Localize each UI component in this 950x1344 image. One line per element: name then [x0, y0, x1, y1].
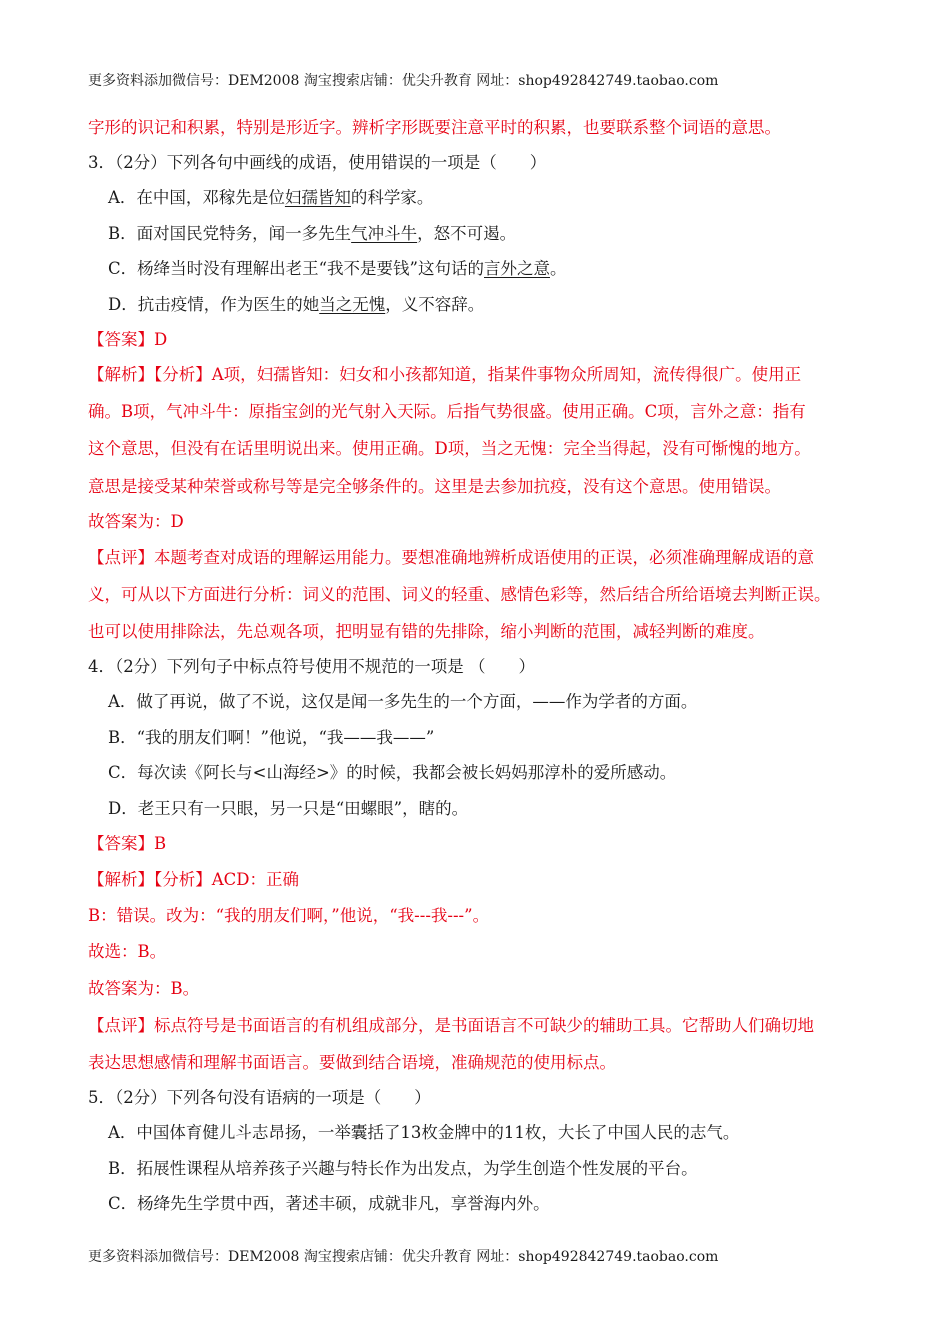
- q4-analysis-line: B：错误。改为：“我的朋友们啊，”他说，“我---我---”。: [88, 906, 490, 925]
- q3-analysis-line: 【解析】【分析】A项，妇孺皆知：妇女和小孩都知道，指某件事物众所周知，流传得很广。使用正: [88, 365, 802, 384]
- q3-option-d: D．抗击疫情，作为医生的她当之无愧，义不容辞。: [108, 295, 485, 314]
- q4-analysis-line: 故选：B。: [88, 942, 167, 961]
- q4-comment-line: 表达思想感情和理解书面语言。要做到结合语境，准确规范的使用标点。: [88, 1053, 616, 1072]
- q3-comment-line: 【点评】本题考查对成语的理解运用能力。要想准确地辨析成语使用的正误，必须准确理解成语的意: [88, 548, 814, 567]
- q3-final-answer: 故答案为：D: [88, 512, 184, 531]
- q5-stem: 5．（2分）下列各句没有语病的一项是（ ）: [88, 1088, 431, 1107]
- q4-analysis-line: 【解析】【分析】ACD：正确: [88, 870, 300, 889]
- prev-analysis-tail: 字形的识记和积累，特别是形近字。辨析字形既要注意平时的积累，也要联系整个词语的意思。: [88, 118, 781, 137]
- q4-option-c: C．每次读《阿长与<山海经>》的时候，我都会被长妈妈那淳朴的爱所感动。: [108, 763, 677, 782]
- q5-option-c: C．杨绛先生学贯中西，著述丰硕，成就非凡，享誉海内外。: [108, 1194, 550, 1213]
- q3-underlined-idiom: 妇孺皆知: [284, 188, 351, 207]
- q3-option-c: C．杨绛当时没有理解出老王“我不是要钱”这句话的言外之意。: [108, 259, 567, 278]
- q3-comment-line: 义，可从以下方面进行分析：词义的范围、词义的轻重、感情色彩等，然后结合所给语境去判断正误。: [88, 585, 831, 604]
- q5-option-a: A．中国体育健儿斗志昂扬，一举囊括了13枚金牌中的11枚，大长了中国人民的志气。: [108, 1123, 740, 1142]
- q4-option-d: D．老王只有一只眼，另一只是“田螺眼”，瞎的。: [108, 799, 469, 818]
- q4-answer: 【答案】B: [88, 834, 167, 853]
- q3-stem: 3．（2分）下列各句中画线的成语，使用错误的一项是（ ）: [88, 153, 547, 172]
- q4-option-a: A．做了再说，做了不说，这仅是闻一多先生的一个方面，——作为学者的方面。: [108, 692, 698, 711]
- q5-option-b: B．拓展性课程从培养孩子兴趣与特长作为出发点，为学生创造个性发展的平台。: [108, 1159, 698, 1178]
- q3-comment-line: 也可以使用排除法，先总观各项，把明显有错的先排除，缩小判断的范围，减轻判断的难度。: [88, 622, 765, 641]
- q3-analysis-line: 意思是接受某种荣誉或称号等是完全够条件的。这里是去参加抗疫，没有这个意思。使用错误。: [88, 477, 781, 496]
- q3-analysis-line: 确。B项，气冲斗牛：原指宝剑的光气射入天际。后指气势很盛。使用正确。C项，言外之意：指有: [88, 402, 806, 421]
- q3-underlined-idiom: 当之无愧: [319, 295, 386, 314]
- page-footer: 更多资料添加微信号：DEM2008 淘宝搜索店铺：优尖升教育 网址：shop492842749.taobao.com: [88, 1249, 719, 1265]
- q3-option-b: B．面对国民党特务，闻一多先生气冲斗牛，怒不可遏。: [108, 224, 517, 243]
- q3-answer: 【答案】D: [88, 330, 168, 349]
- q4-final-answer: 故答案为：B。: [88, 979, 200, 998]
- q4-comment-line: 【点评】标点符号是书面语言的有机组成部分，是书面语言不可缺少的辅助工具。它帮助人们确切地: [88, 1016, 814, 1035]
- q3-analysis-line: 这个意思，但没有在话里明说出来。使用正确。D项，当之无愧：完全当得起，没有可惭愧的地方。: [88, 439, 811, 458]
- q4-option-b: B．“我的朋友们啊！”他说，“我——我——”: [108, 728, 435, 747]
- q3-underlined-idiom: 气冲斗牛: [351, 224, 418, 243]
- q4-stem: 4．（2分）下列句子中标点符号使用不规范的一项是 （ ）: [88, 657, 535, 676]
- q3-option-a: A．在中国，邓稼先是位妇孺皆知的科学家。: [108, 188, 434, 207]
- q3-underlined-idiom: 言外之意: [484, 259, 550, 278]
- page-header: 更多资料添加微信号：DEM2008 淘宝搜索店铺：优尖升教育 网址：shop492842749.taobao.com: [88, 73, 719, 89]
